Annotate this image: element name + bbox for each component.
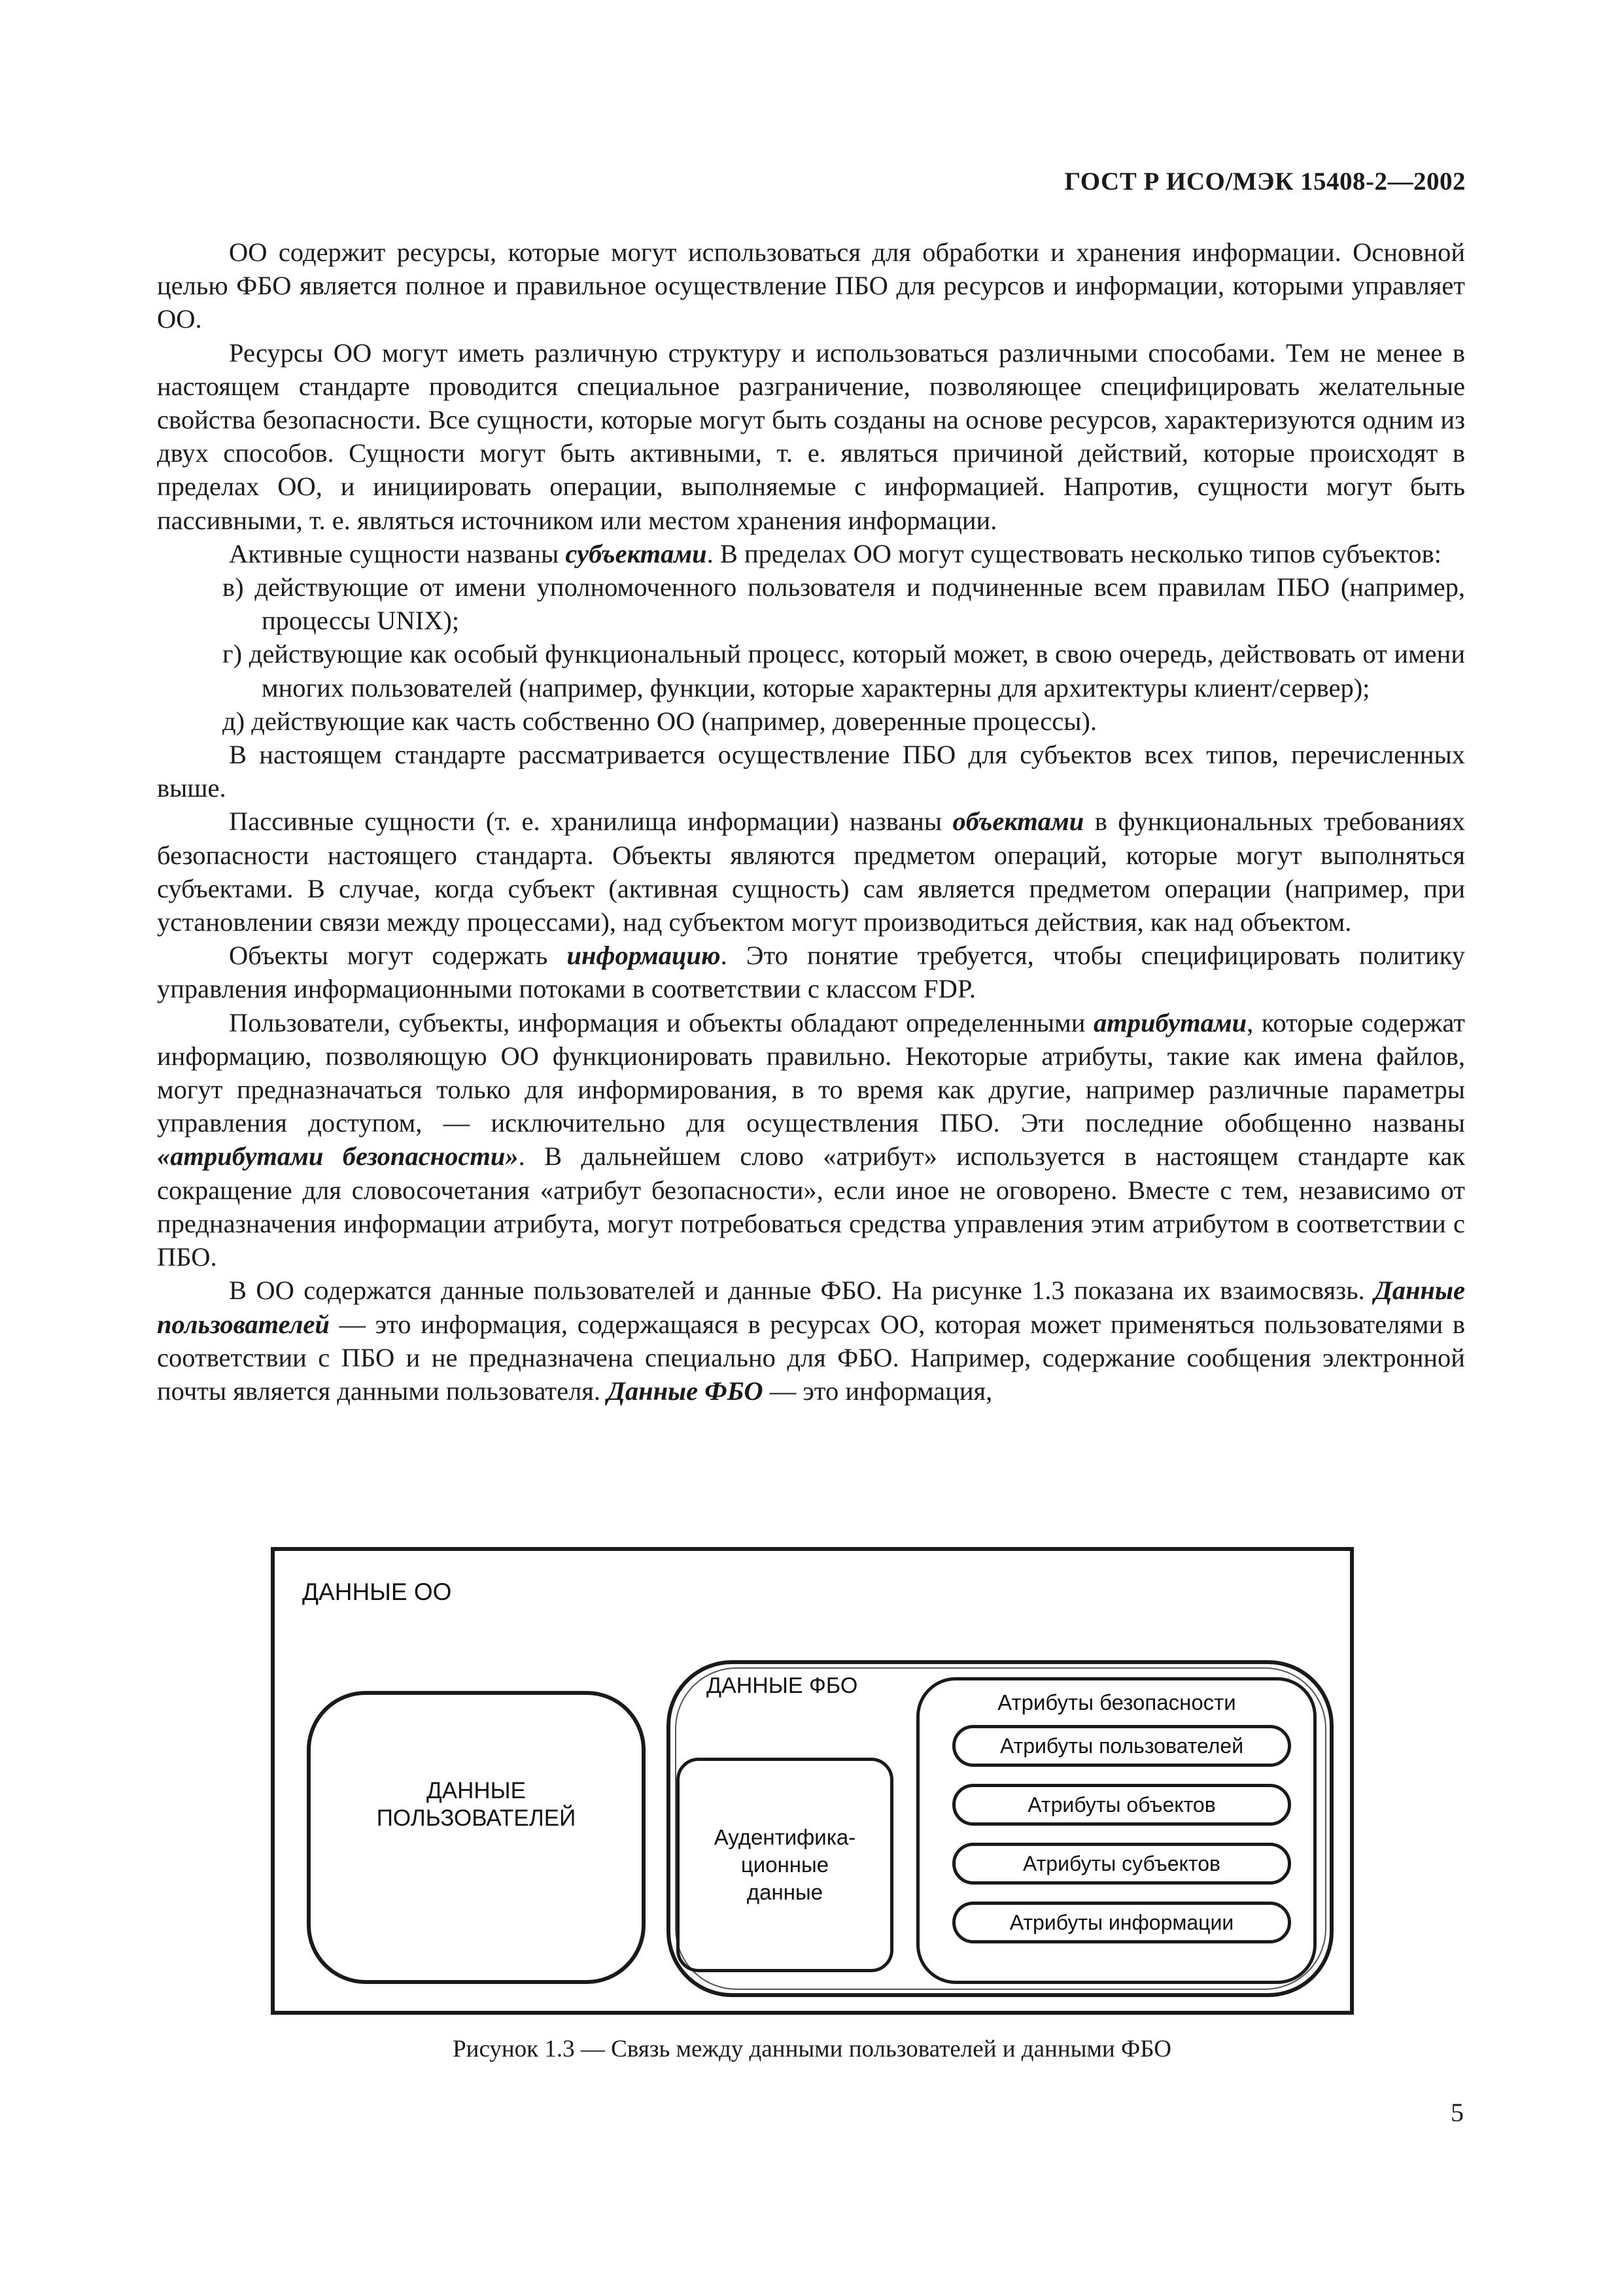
term-attributes: атрибутами xyxy=(1093,1007,1247,1037)
security-attributes-label: Атрибуты безопасности xyxy=(997,1690,1236,1714)
paragraph-8: В ОО содержатся данные пользователей и данные ФБО. На рисунке 1.3 показана их взаимосвязь. Данные пользователей — это информация, содержащаяся в ресурсах ОО, которая может применяться пользователями в соответствии с ПБО и не предназначена специально для ФБО. Например, содержание сообщения электронной почты является данными пользователя. Данные ФБО — это информация, xyxy=(157,1276,1465,1406)
figure-caption: Рисунок 1.3 — Связь между данными пользователей и данными ФБО xyxy=(453,2036,1171,2062)
subject-attributes-pill: Атрибуты субъектов xyxy=(952,1843,1291,1885)
tsf-data-label: ДАННЫЕ ФБО xyxy=(706,1673,858,1698)
paragraph-2: Ресурсы ОО могут иметь различную структуру и использоваться различными способами. Тем не менее в настоящем стандарте проводится специальное разграничение, позволяющее специфицировать желательные свойства безопасности. Все сущности, которые могут быть созданы на основе ресурсов, характеризуются одним из двух способов. Сущности могут быть активными, т. е. являться причиной действий, которые происходят в пределах ОО, и инициировать операции, выполняемые с информацией. Напротив, сущности могут быть пассивными, т. е. являться источником или местом хранения информации. xyxy=(157,338,1465,535)
paragraph-1: ОО содержит ресурсы, которые могут использоваться для обработки и хранения информации. Основной целью ФБО является полное и правильное осуществление ПБО для ресурсов и информации, которыми управляет ОО. xyxy=(157,237,1465,334)
paragraph-5: Пассивные сущности (т. е. хранилища информации) названы объектами в функциональных требованиях безопасности настоящего стандарта. Объекты являются предметом операций, которые могут выполняться субъектами. В случае, когда субъект (активная сущность) сам является предметом операции (например, при установлении связи между процессами), над субъектом могут производиться действия, как над объектом. xyxy=(157,807,1465,937)
auth-data-box xyxy=(676,1758,893,1972)
user-data-box xyxy=(307,1691,646,1984)
figure-diagram xyxy=(271,1547,1354,2015)
document-header: ГОСТ Р ИСО/МЭК 15408-2—2002 xyxy=(1064,167,1466,196)
page-number: 5 xyxy=(1451,2098,1464,2127)
body-text xyxy=(157,235,1465,1408)
term-user-data: Данные пользователей xyxy=(157,1276,1465,1339)
list-item-d: д) действующие как часть собственно ОО (например, доверенные процессы). xyxy=(222,706,1097,736)
user-attributes-pill: Атрибуты пользователей xyxy=(952,1725,1291,1767)
information-attributes-pill: Атрибуты информации xyxy=(952,1902,1291,1943)
paragraph-4: В настоящем стандарте рассматривается осуществление ПБО для субъектов всех типов, перечисленных выше. xyxy=(157,740,1465,803)
term-security-attributes: «атрибутами безопасности» xyxy=(157,1141,519,1172)
paragraph-6: Объекты могут содержать информацию. Это понятие требуется, чтобы специфицировать политику управления информационными потоками в соответствии с классом FDP. xyxy=(157,941,1465,1004)
list-item-v: в) действующие от имени уполномоченного пользователя и подчиненные всем правилам ПБО (например, процессы UNIX); xyxy=(222,572,1465,636)
toe-data-label: ДАННЫЕ ОО xyxy=(302,1578,452,1605)
term-subjects: субъектами xyxy=(565,538,707,568)
term-objects: объектами xyxy=(952,807,1084,837)
paragraph-3: Активные сущности названы субъектами. В пределах ОО могут существовать несколько типов субъектов: xyxy=(229,538,1442,568)
list-item-g: г) действующие как особый функциональный процесс, который может, в свою очередь, действовать от имени многих пользователей (например, функции, которые характерны для архитектуры клиент/сервер); xyxy=(222,639,1465,703)
object-attributes-pill: Атрибуты объектов xyxy=(952,1784,1291,1826)
paragraph-7: Пользователи, субъекты, информация и объекты обладают определенными атрибутами, которые содержат информацию, позволяющую ОО функционировать правильно. Некоторые атрибуты, такие как имена файлов, могут предназначаться только для информирования, в то время как другие, например различные параметры управления доступом, — исключительно для осуществления ПБО. Эти последние обобщенно названы «атрибутами безопасности». В дальнейшем слово «атрибут» используется в настоящем стандарте как сокращение для словосочетания «атрибут безопасности», если иное не оговорено. Вместе с тем, независимо от предназначения информации атрибута, могут потребоваться средства управления этим атрибутом в соответствии с ПБО. xyxy=(157,1007,1466,1272)
term-information: информацию xyxy=(566,941,721,971)
term-tsf-data: Данные ФБО xyxy=(607,1376,763,1406)
user-data-label: ДАННЫЕ ПОЛЬЗОВАТЕЛЕЙ xyxy=(376,1778,576,1831)
auth-data-label: Аудентифика- ционные данные xyxy=(714,1825,856,1904)
